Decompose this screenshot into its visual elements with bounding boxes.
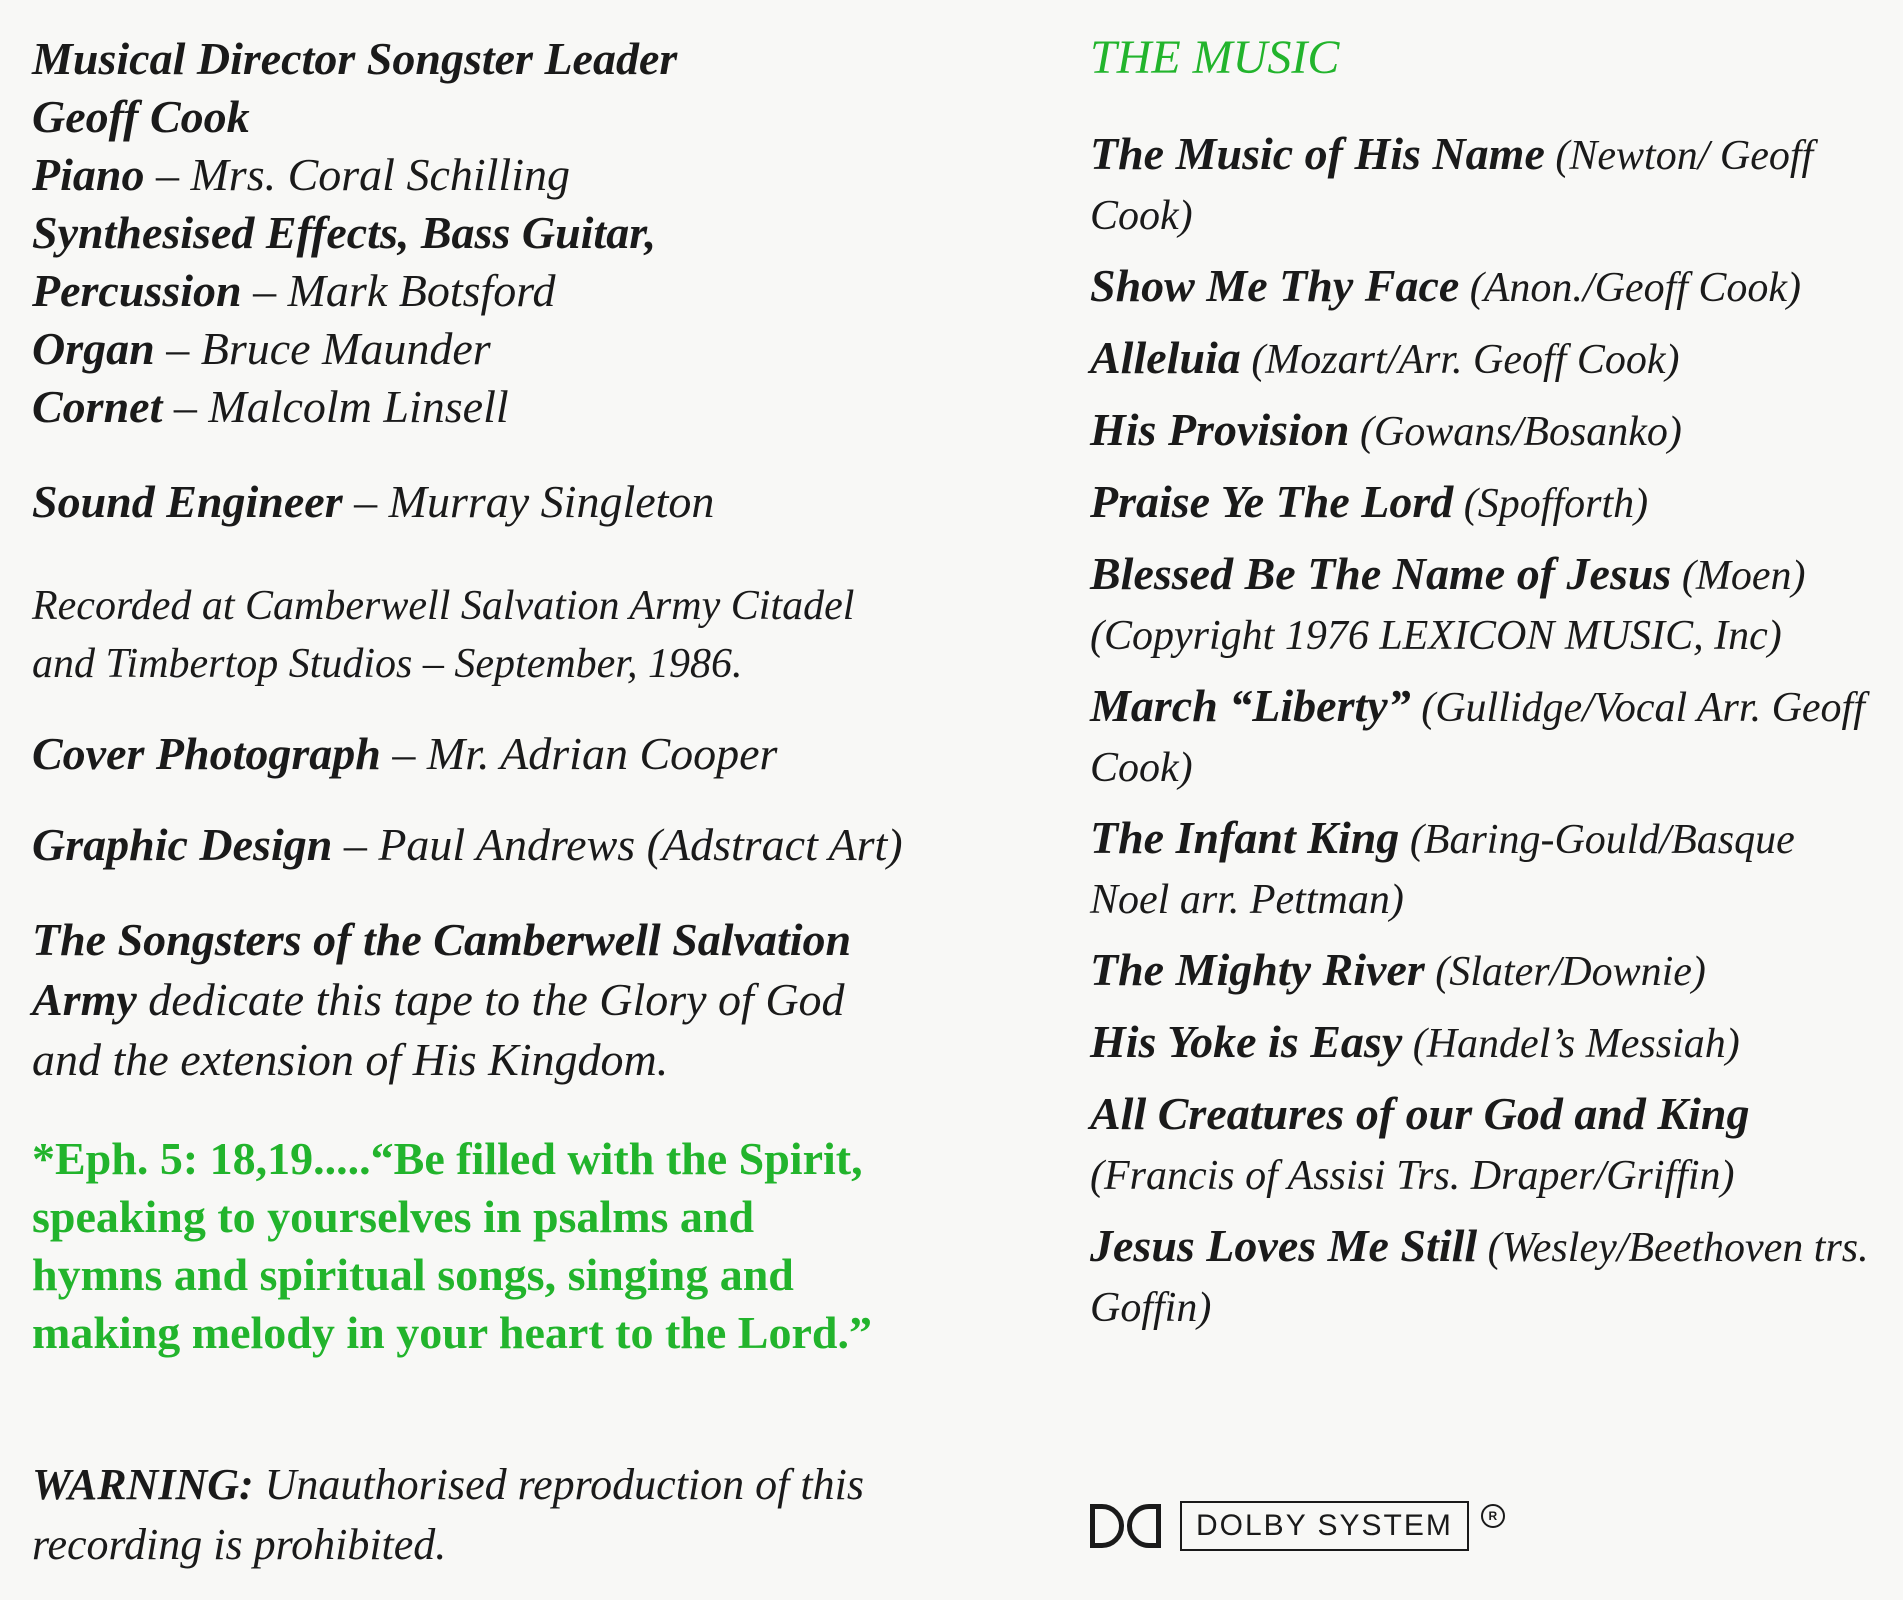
track-item [1090, 257, 1880, 317]
track-item [1090, 1217, 1880, 1337]
credit-sep: – [154, 323, 201, 374]
dolby-logo [1090, 1500, 1505, 1552]
track-title: The Music of His Name [1090, 128, 1545, 179]
credit-row [32, 262, 677, 320]
track-item [1090, 809, 1880, 929]
credit-sep: – [380, 728, 427, 779]
scripture-verse: *Eph. 5: 18,19.....“Be filled with the Spirit, speaking to yourselves in psalms and hymns and spiritual songs, singing and making melody in your heart to the Lord.” [32, 1133, 872, 1358]
credit-name: Mark Botsford [287, 265, 556, 316]
track-item [1090, 125, 1880, 245]
track-credit: (Gullidge/Vocal Arr. Geoff Cook) [1090, 685, 1865, 791]
credit-name: Malcolm Linsell [208, 381, 509, 432]
dolby-system-label: DOLBY SYSTEM [1180, 1501, 1469, 1551]
dedication-text: dedicate this tape to the Glory of God and the extension of His Kingdom. [32, 974, 845, 1085]
track-title: The Mighty River [1090, 944, 1425, 995]
recording-note-line: and Timbertop Studios – September, 1986. [32, 641, 743, 687]
track-title: Blessed Be The Name of Jesus [1090, 548, 1672, 599]
credit-sep: – [162, 381, 209, 432]
track-item [1090, 941, 1880, 1001]
track-credit: (Francis of Assisi Trs. Draper/Griffin) [1090, 1153, 1735, 1199]
dolby-d-right [1127, 1504, 1161, 1548]
registered-mark-icon: R [1481, 1504, 1505, 1528]
track-credit: (Baring-Gould/Basque Noel arr. Pettman) [1090, 817, 1795, 923]
credit-row [32, 378, 677, 436]
track-title: His Provision [1090, 404, 1350, 455]
track-credit: (Moen) (Copyright 1976 LEXICON MUSIC, Inc) [1090, 553, 1806, 659]
credit-name: Mr. Adrian Cooper [426, 728, 778, 779]
track-credit: (Handel’s Messiah) [1402, 1021, 1740, 1067]
credit-row [32, 30, 677, 88]
track-item [1090, 473, 1880, 533]
warning-label: WARNING: [32, 1460, 254, 1509]
credit-row [32, 320, 677, 378]
track-title: March “Liberty” [1090, 680, 1411, 731]
track-title: The Infant King [1090, 812, 1400, 863]
track-item [1090, 401, 1880, 461]
dolby-double-d-icon [1090, 1500, 1166, 1552]
track-credit: (Newton/ Geoff Cook) [1090, 133, 1814, 239]
dedication-lead: The Songsters of the Camberwell Salvation Army [32, 914, 852, 1025]
sound-engineer-credit [32, 475, 714, 528]
credit-role: Graphic Design [32, 819, 333, 870]
track-title: All Creatures of our God and King [1090, 1088, 1750, 1139]
track-title: Alleluia [1090, 332, 1241, 383]
credit-name: Mrs. Coral Schilling [190, 149, 570, 200]
track-item [1090, 677, 1880, 797]
track-item [1090, 1013, 1880, 1073]
track-title: Jesus Loves Me Still [1090, 1220, 1478, 1271]
credit-role: Piano [32, 149, 145, 200]
track-item [1090, 1085, 1880, 1205]
track-title: Show Me Thy Face [1090, 260, 1460, 311]
track-item [1090, 545, 1880, 665]
track-credit: (Anon./Geoff Cook) [1459, 265, 1802, 311]
credit-role: Sound Engineer [32, 476, 343, 527]
cover-photo-credit [32, 727, 777, 780]
credit-row [32, 88, 677, 146]
credit-sep: – [144, 149, 191, 200]
credit-role: Cover Photograph [32, 728, 381, 779]
track-list [1090, 125, 1880, 1349]
music-heading: THE MUSIC [1090, 31, 1340, 84]
recording-note-line: Recorded at Camberwell Salvation Army Citadel [32, 583, 855, 629]
track-item [1090, 329, 1880, 389]
track-credit: (Mozart/Arr. Geoff Cook) [1240, 337, 1680, 383]
track-credit: (Wesley/Beethoven trs. Goffin) [1090, 1225, 1869, 1331]
track-credit: (Spofforth) [1453, 481, 1649, 527]
track-credit: (Gowans/Bosanko) [1349, 409, 1682, 455]
credit-name: Bruce Maunder [200, 323, 491, 374]
recording-note [32, 577, 854, 693]
copyright-warning [32, 1455, 892, 1575]
credits-list [32, 30, 677, 436]
credit-sep: – [241, 265, 288, 316]
credit-row [32, 204, 677, 262]
track-title: His Yoke is Easy [1090, 1016, 1403, 1067]
credit-role: Geoff Cook [32, 91, 250, 142]
track-credit: (Slater/Downie) [1424, 949, 1706, 995]
credit-sep: – [332, 819, 379, 870]
warning-text: Unauthorised reproduction of this recording is prohibited. [32, 1460, 864, 1569]
credit-role: Cornet [32, 381, 163, 432]
dedication [32, 910, 892, 1090]
credit-role: Organ [32, 323, 155, 374]
track-title: Praise Ye The Lord [1090, 476, 1454, 527]
credit-sep: – [342, 476, 389, 527]
graphic-design-credit [32, 818, 903, 871]
credit-role: Percussion [32, 265, 242, 316]
dolby-d-left [1090, 1504, 1124, 1548]
credit-name: Murray Singleton [388, 476, 715, 527]
credit-role: Synthesised Effects, Bass Guitar, [32, 207, 657, 258]
credit-name: Paul Andrews (Adstract Art) [378, 819, 903, 870]
credit-row [32, 146, 677, 204]
credit-role: Musical Director Songster Leader [32, 33, 678, 84]
